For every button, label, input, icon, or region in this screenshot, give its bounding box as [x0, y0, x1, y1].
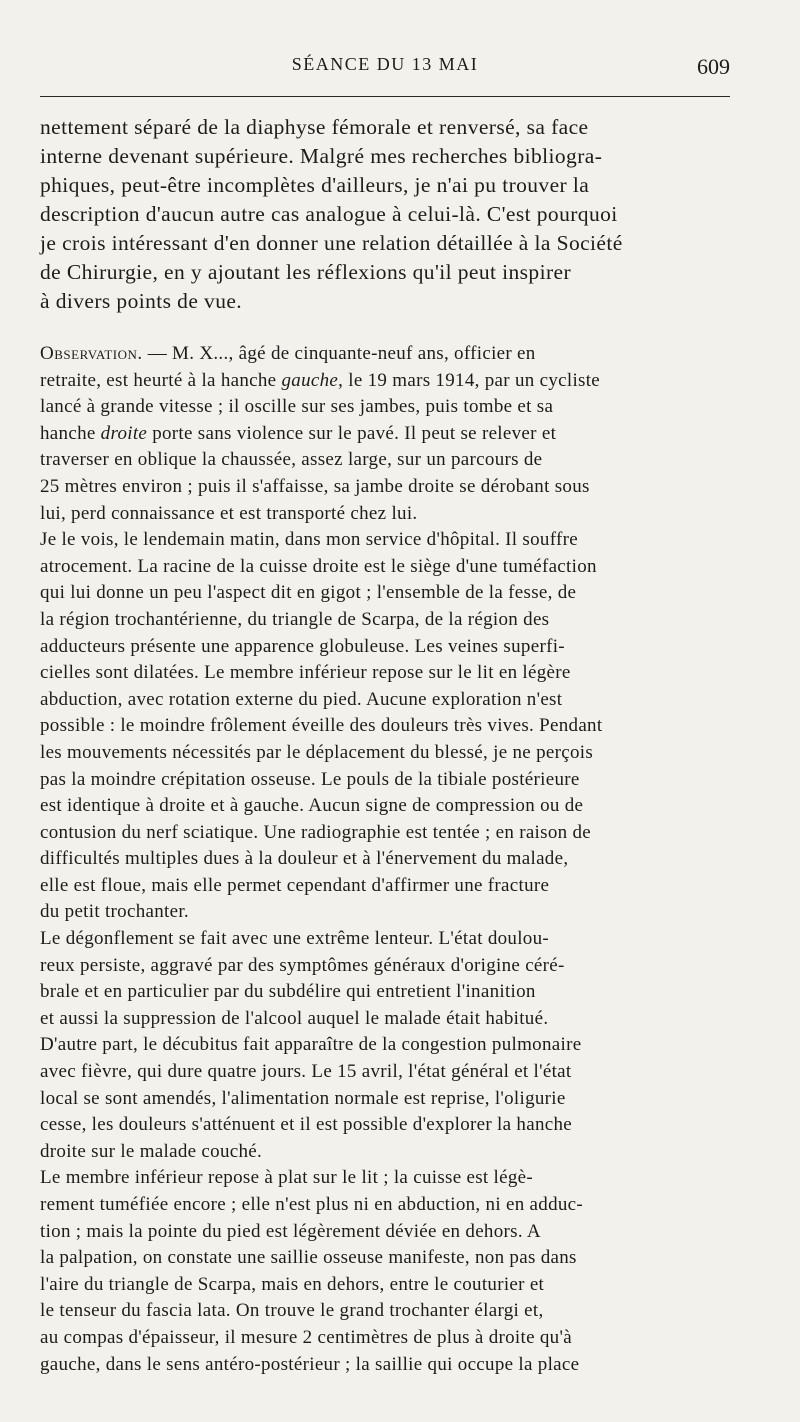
text-line: description d'aucun autre cas analogue à celui-là. C'est pourquoi [40, 202, 618, 226]
text-line: l'aire du triangle de Scarpa, mais en dehors, entre le couturier et [40, 1273, 545, 1295]
text-line: Le dégonflement se fait avec une extrême lenteur. L'état doulou- [40, 928, 550, 950]
text-line: et aussi la suppression de l'alcool auquel le malade était habitué. [40, 1007, 549, 1029]
text-line: rement tuméfiée encore ; elle n'est plus ni en abduction, ni en adduc- [40, 1194, 584, 1215]
observation-label: Observation. [40, 343, 143, 364]
text-line: la palpation, on constate une saillie osseuse manifeste, non pas dans [40, 1247, 577, 1269]
running-head [40, 50, 730, 84]
observation-first-line [40, 341, 730, 368]
text-line: interne devenant supérieure. Malgré mes recherches bibliogra- [40, 144, 603, 168]
text-line: abduction, avec rotation externe du pied. Aucune exploration n'est [40, 688, 563, 710]
text-line: 25 mètres environ ; puis il s'affaisse, sa jambe droite se dérobant sous [40, 475, 590, 497]
text-line: à divers points de vue. [40, 289, 243, 313]
text-line: je crois intéressant d'en donner une relation détaillée à la Société [40, 231, 623, 255]
observation-body [40, 447, 730, 1378]
text-run: hanche [40, 422, 101, 444]
text-line: Le membre inférieur repose à plat sur le lit ; la cuisse est légè- [40, 1167, 534, 1189]
text-line: elle est floue, mais elle permet cependant d'affirmer une fracture [40, 874, 550, 896]
text-line: reux persiste, aggravé par des symptômes généraux d'origine céré- [40, 954, 565, 976]
text-line: cielles sont dilatées. Le membre inférieur repose sur le lit en légère [40, 662, 571, 684]
text-line: difficultés multiples dues à la douleur et à l'énervement du malade, [40, 848, 569, 870]
text-line: tion ; mais la pointe du pied est légèrement déviée en dehors. A [40, 1220, 541, 1242]
text-line: les mouvements nécessités par le déplacement du blessé, je ne perçois [40, 741, 594, 763]
text-line: local se sont amendés, l'alimentation normale est reprise, l'oligurie [40, 1087, 566, 1109]
text-line: la région trochantérienne, du triangle de Scarpa, de la région des [40, 608, 550, 630]
italic-text: droite [100, 422, 148, 444]
text-line: atrocement. La racine de la cuisse droite est le siège d'une tuméfaction [40, 555, 597, 577]
page-number: 609 [697, 54, 730, 79]
text-line: contusion du nerf sciatique. Une radiographie est tentée ; en raison de [40, 821, 592, 843]
text-line: pas la moindre crépitation osseuse. Le pouls de la tibiale postérieure [40, 768, 580, 790]
text-line: est identique à droite et à gauche. Aucun signe de compression ou de [40, 795, 584, 817]
text-line: traverser en oblique la chaussée, assez large, sur un parcours de [40, 449, 543, 471]
text-line: au compas d'épaisseur, il mesure 2 centimètres de plus à droite qu'à [40, 1326, 572, 1348]
observation-section [40, 341, 730, 1378]
text-run: porte sans violence sur le pavé. Il peut se relever et [147, 422, 557, 444]
text-line: phiques, peut-être incomplètes d'ailleurs, je n'ai pu trouver la [40, 173, 590, 197]
text-line: lancé à grande vitesse ; il oscille sur ses jambes, puis tombe et sa [40, 396, 554, 418]
text-line: adducteurs présente une apparence globuleuse. Les veines superfi- [40, 635, 565, 657]
text-line: qui lui donne un peu l'aspect dit en gigot ; l'ensemble de la fesse, de [40, 582, 577, 604]
text-line: D'autre part, le décubitus fait apparaître de la congestion pulmonaire [40, 1034, 582, 1056]
text-line: lui, perd connaissance et est transporté chez lui. [40, 502, 418, 524]
header-rule [40, 96, 730, 97]
text-line: de Chirurgie, en y ajoutant les réflexions qu'il peut inspirer [40, 260, 572, 284]
text-run: , le 19 mars 1914, par un cycliste [338, 369, 601, 391]
text-line: gauche, dans le sens antéro-postérieur ; la saillie qui occupe la place [40, 1353, 580, 1375]
text-run: retraite, est heurté à la hanche [40, 369, 282, 391]
italic-text: gauche [281, 369, 339, 391]
text-line: le tenseur du fascia lata. On trouve le grand trochanter élargi et, [40, 1300, 544, 1322]
text-line: nettement séparé de la diaphyse fémorale et renversé, sa face [40, 115, 589, 139]
text-line: possible : le moindre frôlement éveille des douleurs très vives. Pendant [40, 715, 603, 737]
running-title: SÉANCE DU 13 MAI [291, 54, 479, 74]
text-line: avec fièvre, qui dure quatre jours. Le 15 avril, l'état général et l'état [40, 1061, 572, 1083]
text-line [40, 368, 730, 395]
text-line [40, 421, 730, 448]
observation-first-line-text: — M. X..., âgé de cinquante-neuf ans, officier en [142, 343, 536, 364]
intro-paragraph [40, 113, 730, 316]
text-line: cesse, les douleurs s'atténuent et il est possible d'explorer la hanche [40, 1114, 573, 1136]
text-line: droite sur le malade couché. [40, 1140, 263, 1162]
text-line: Je le vois, le lendemain matin, dans mon service d'hôpital. Il souffre [40, 529, 578, 551]
text-line: brale et en particulier par du subdélire qui entretient l'inanition [40, 981, 536, 1003]
text-line: du petit trochanter. [40, 901, 189, 923]
